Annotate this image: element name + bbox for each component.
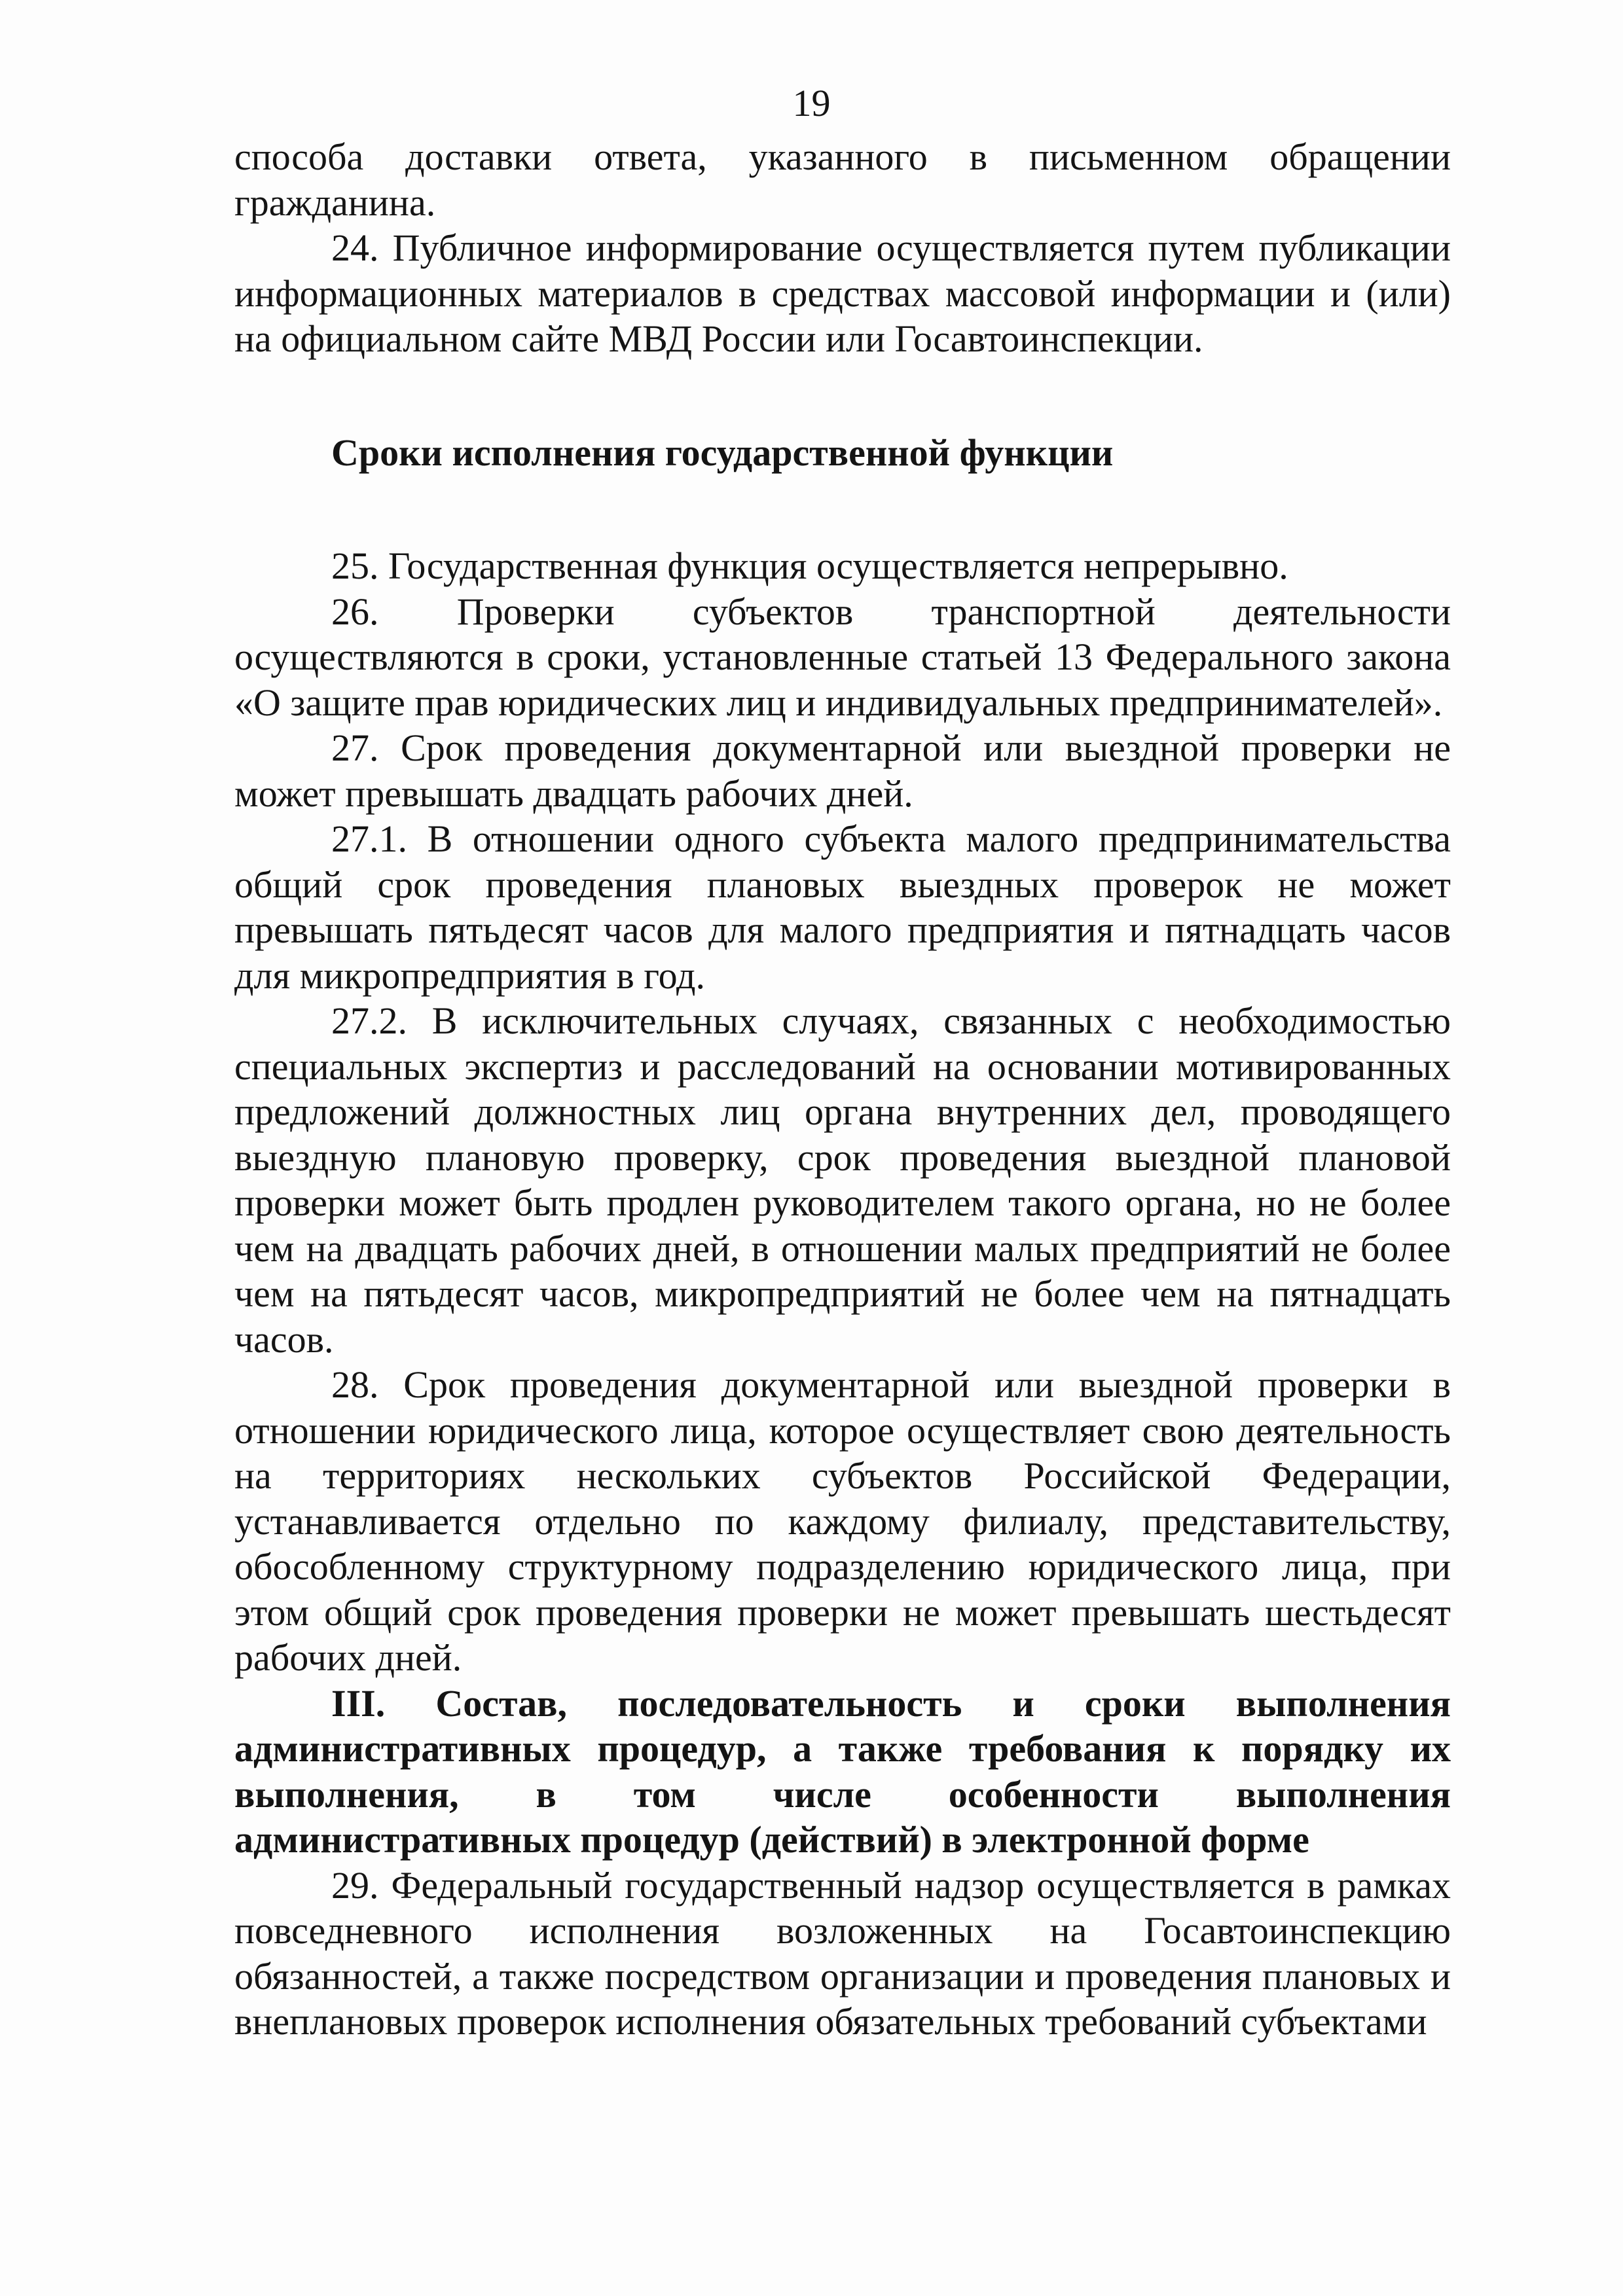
paragraph-27: 27. Срок проведения документарной или выездной проверки не может превышать двадцать рабочих дней. — [234, 726, 1451, 815]
paragraph-26: 26. Проверки субъектов транспортной деятельности осуществляются в сроки, установленные статьей 13 Федерального закона «О защите прав юридических лиц и индивидуальных предпринимателей». — [234, 590, 1451, 724]
page-number: 19 — [792, 82, 831, 124]
section-title-iii: III. Состав, последовательность и сроки выполнения административных процедур, а также требования к порядку их выполнения, в том числе особенности выполнения административных процедур (действий) в электронной форме — [234, 1681, 1451, 1861]
paragraph-27-1: 27.1. В отношении одного субъекта малого предпринимательства общий срок проведения плановых выездных проверок не может превышать пятьдесят часов для малого предприятия и пятнадцать часов для микропредприятия в год. — [234, 817, 1451, 997]
paragraph-28: 28. Срок проведения документарной или выездной проверки в отношении юридического лица, которое осуществляет свою деятельность на территориях нескольких субъектов Российской Федерации, устанавливается отдельно по каждому филиалу, представительству, обособленному структурному подразделению юридического лица, при этом общий срок проведения проверки не может превышать шестьдесят рабочих дней. — [234, 1363, 1451, 1679]
section-heading-terms: Сроки исполнения государственной функции — [331, 431, 1114, 474]
paragraph-24: 24. Публичное информирование осуществляется путем публикации информационных материалов в средствах массовой информации и (или) на официальном сайте МВД России или Госавтоинспекции. — [234, 226, 1451, 360]
page-content — [234, 134, 1451, 2045]
paragraph-continuation: способа доставки ответа, указанного в письменном обращении гражданина. — [234, 135, 1451, 224]
paragraph-25: 25. Государственная функция осуществляется непрерывно. — [331, 545, 1288, 587]
paragraph-29: 29. Федеральный государственный надзор осуществляется в рамках повседневного исполнения возложенных на Госавтоинспекцию обязанностей, а также посредством организации и проведения плановых и внеплановых проверок исполнения обязательных требований субъектами — [234, 1863, 1451, 2043]
paragraph-27-2: 27.2. В исключительных случаях, связанных с необходимостью специальных экспертиз и расследований на основании мотивированных предложений должностных лиц органа внутренних дел, проводящего выездную плановую проверку, срок проведения выездной плановой проверки может быть продлен руководителем такого органа, но не более чем на двадцать рабочих дней, в отношении малых предприятий не более чем на пятьдесят часов, микропредприятий не более чем на пятнадцать часов. — [234, 999, 1451, 1361]
